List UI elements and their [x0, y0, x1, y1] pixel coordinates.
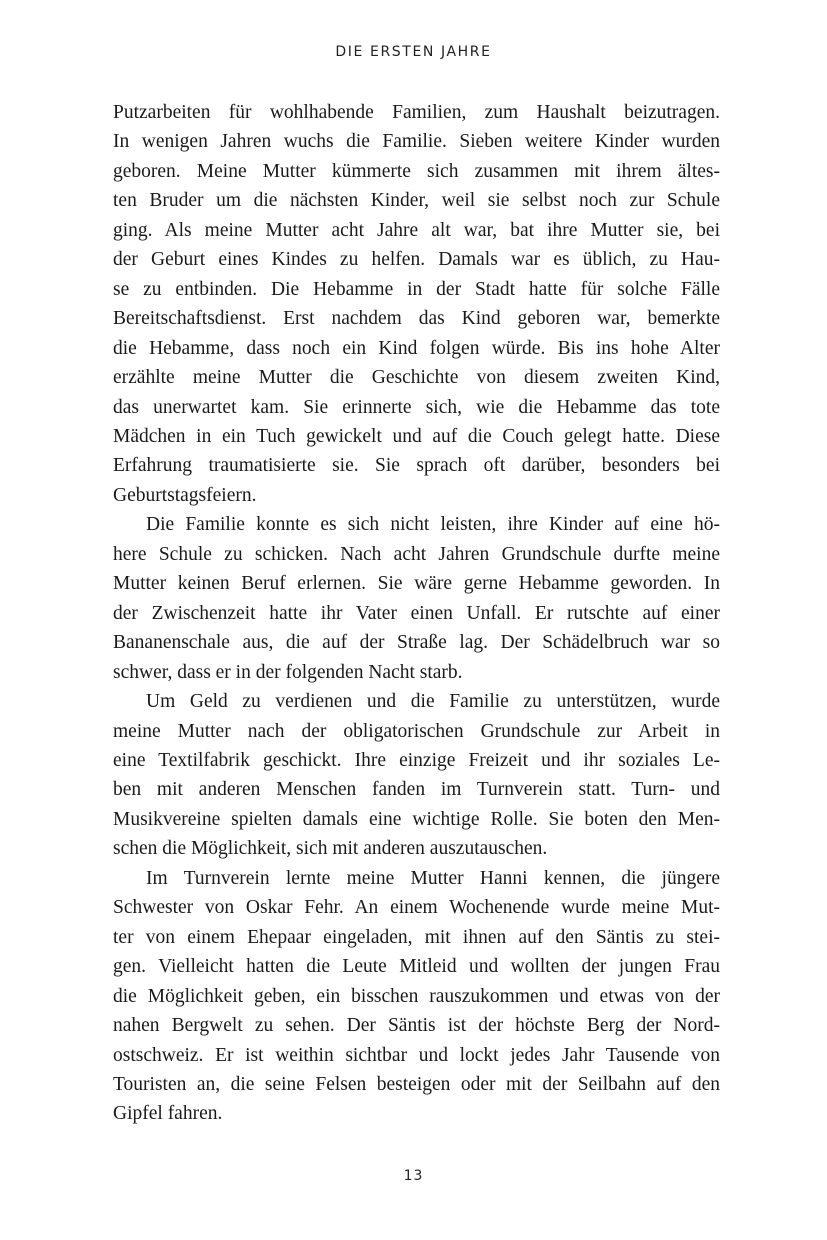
running-head: DIE ERSTEN JAHRE [335, 44, 492, 60]
text-line: Geburtstagsfeiern. [113, 484, 257, 506]
text-line: meine Mutter nach der obligatorischen Grundschule zur Arbeit in [113, 720, 720, 742]
text-line: se zu entbinden. Die Hebamme in der Stadt hatte für solche Fälle [113, 278, 720, 300]
text-line: nahen Bergwelt zu sehen. Der Säntis ist der höchste Berg der Nord- [113, 1015, 720, 1037]
text-line: Um Geld zu verdienen und die Familie zu unterstützen, wurde [146, 691, 720, 713]
paragraph-4 [113, 864, 720, 1129]
text-line: Mutter keinen Beruf erlernen. Sie wäre gerne Hebamme geworden. In [113, 573, 720, 595]
text-line: schwer, dass er in der folgenden Nacht starb. [113, 661, 463, 683]
text-line: eine Textilfabrik geschickt. Ihre einzige Freizeit und ihr soziales Le- [113, 749, 720, 771]
text-line: erzählte meine Mutter die Geschichte von diesem zweiten Kind, [113, 367, 720, 389]
text-line: Putzarbeiten für wohlhabende Familien, zum Haushalt beizutragen. [113, 102, 720, 123]
text-line: die Hebamme, dass noch ein Kind folgen würde. Bis ins hohe Alter [113, 337, 720, 359]
text-line: gen. Vielleicht hatten die Leute Mitleid und wollten der jungen Frau [113, 956, 720, 978]
text-line: Bananenschale aus, die auf der Straße lag. Der Schädelbruch war so [113, 632, 720, 654]
text-line: ten Bruder um die nächsten Kinder, weil sie selbst noch zur Schule [113, 190, 720, 212]
page-number: 13 [403, 1168, 424, 1184]
paragraph-1 [113, 98, 720, 510]
text-line: Erfahrung traumatisierte sie. Sie sprach oft darüber, besonders bei [113, 455, 720, 477]
paragraph-2 [113, 510, 720, 687]
text-line: Touristen an, die seine Felsen besteigen oder mit der Seilbahn auf den [113, 1073, 720, 1095]
text-line: Im Turnverein lernte meine Mutter Hanni kennen, die jüngere [146, 867, 720, 889]
text-line: Musikvereine spielten damals eine wichtige Rolle. Sie boten den Men- [113, 808, 720, 830]
text-line: schen die Möglichkeit, sich mit anderen auszutauschen. [113, 838, 548, 860]
paragraph-3 [113, 687, 720, 864]
text-line: In wenigen Jahren wuchs die Familie. Sieben weitere Kinder wurden [113, 131, 720, 153]
text-line: Mädchen in ein Tuch gewickelt und auf die Couch gelegt hatte. Diese [113, 425, 720, 447]
body-text [113, 98, 720, 1129]
text-line: Gipfel fahren. [113, 1103, 223, 1125]
text-line: ter von einem Ehepaar eingeladen, mit ihnen auf den Säntis zu stei- [113, 926, 720, 948]
text-line: die Möglichkeit geben, ein bisschen rauszukommen und etwas von der [113, 985, 720, 1007]
text-line: Schwester von Oskar Fehr. An einem Wochenende wurde meine Mut- [113, 897, 720, 919]
text-line: der Geburt eines Kindes zu helfen. Damals war es üblich, zu Hau- [113, 249, 720, 271]
text-line: here Schule zu schicken. Nach acht Jahren Grundschule durfte meine [113, 543, 720, 565]
text-line: Die Familie konnte es sich nicht leisten, ihre Kinder auf eine hö- [146, 514, 720, 536]
text-line: geboren. Meine Mutter kümmerte sich zusammen mit ihrem ältes- [113, 160, 720, 182]
text-line: ostschweiz. Er ist weithin sichtbar und lockt jedes Jahr Tausende von [113, 1044, 720, 1066]
text-line: ging. Als meine Mutter acht Jahre alt war, bat ihre Mutter sie, bei [113, 219, 720, 241]
text-line: das unerwartet kam. Sie erinnerte sich, wie die Hebamme das tote [113, 396, 720, 418]
text-line: Bereitschaftsdienst. Erst nachdem das Kind geboren war, bemerkte [113, 308, 720, 330]
text-line: der Zwischenzeit hatte ihr Vater einen Unfall. Er rutschte auf einer [113, 602, 720, 624]
text-line: ben mit anderen Menschen fanden im Turnverein statt. Turn- und [113, 779, 720, 801]
